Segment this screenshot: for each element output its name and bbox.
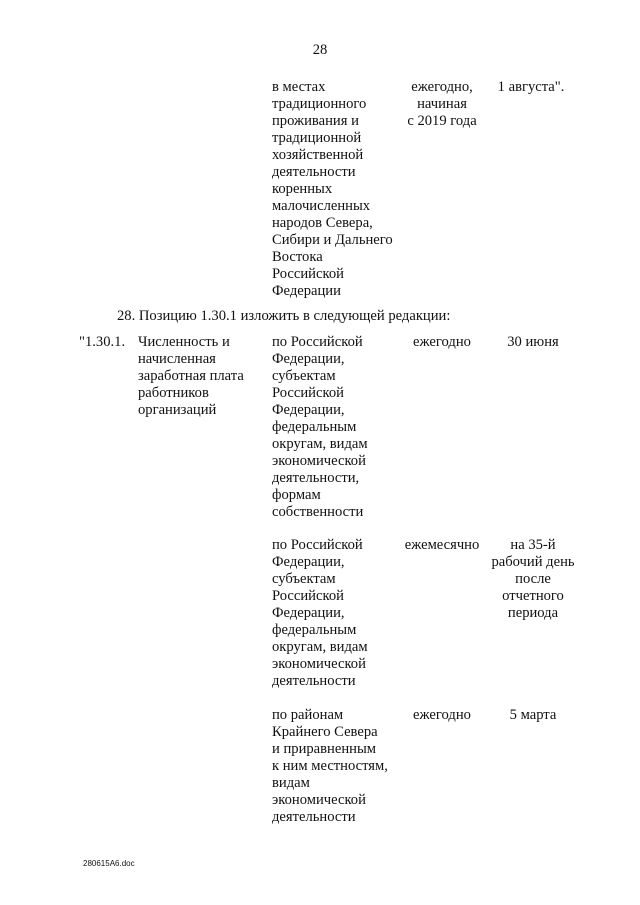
top-place-text: в местах традиционного проживания и традиционной хозяйственной деятельности коренных малочисленных народов Севера, Сибири и Дальнего Востока Российской Федерации	[272, 79, 393, 299]
row-1-breakdown: по Российской Федерации, субъектам Российской Федерации, федеральным округам, видам экономической деятельности, формам собственности	[272, 334, 368, 520]
row-3-frequency: ежегодно	[413, 707, 471, 723]
row-3-breakdown: по районам Крайнего Севера и приравненным к ним местностям, видам экономической деятельности	[272, 707, 388, 825]
row-2-breakdown: по Российской Федерации, субъектам Российской Федерации, федеральным округам, видам экономической деятельности	[272, 537, 368, 689]
row-1-frequency: ежегодно	[413, 334, 471, 350]
top-date: 1 августа".	[497, 79, 565, 95]
page-number: 28	[312, 42, 328, 58]
row-1-date: 30 июня	[507, 334, 559, 350]
entry-code: "1.30.1.	[79, 334, 126, 350]
section-heading: 28. Позицию 1.30.1 изложить в следующей редакции:	[117, 308, 451, 324]
row-2-date: на 35-й рабочий день после отчетного периода	[491, 537, 575, 621]
entry-name: Численность и начисленная заработная плата работников организаций	[138, 334, 244, 418]
row-3-date: 5 марта	[509, 707, 557, 723]
row-2-frequency: ежемесячно	[404, 537, 480, 553]
top-frequency: ежегодно, начиная с 2019 года	[407, 79, 477, 129]
document-filename: 280615A6.doc	[83, 859, 135, 868]
